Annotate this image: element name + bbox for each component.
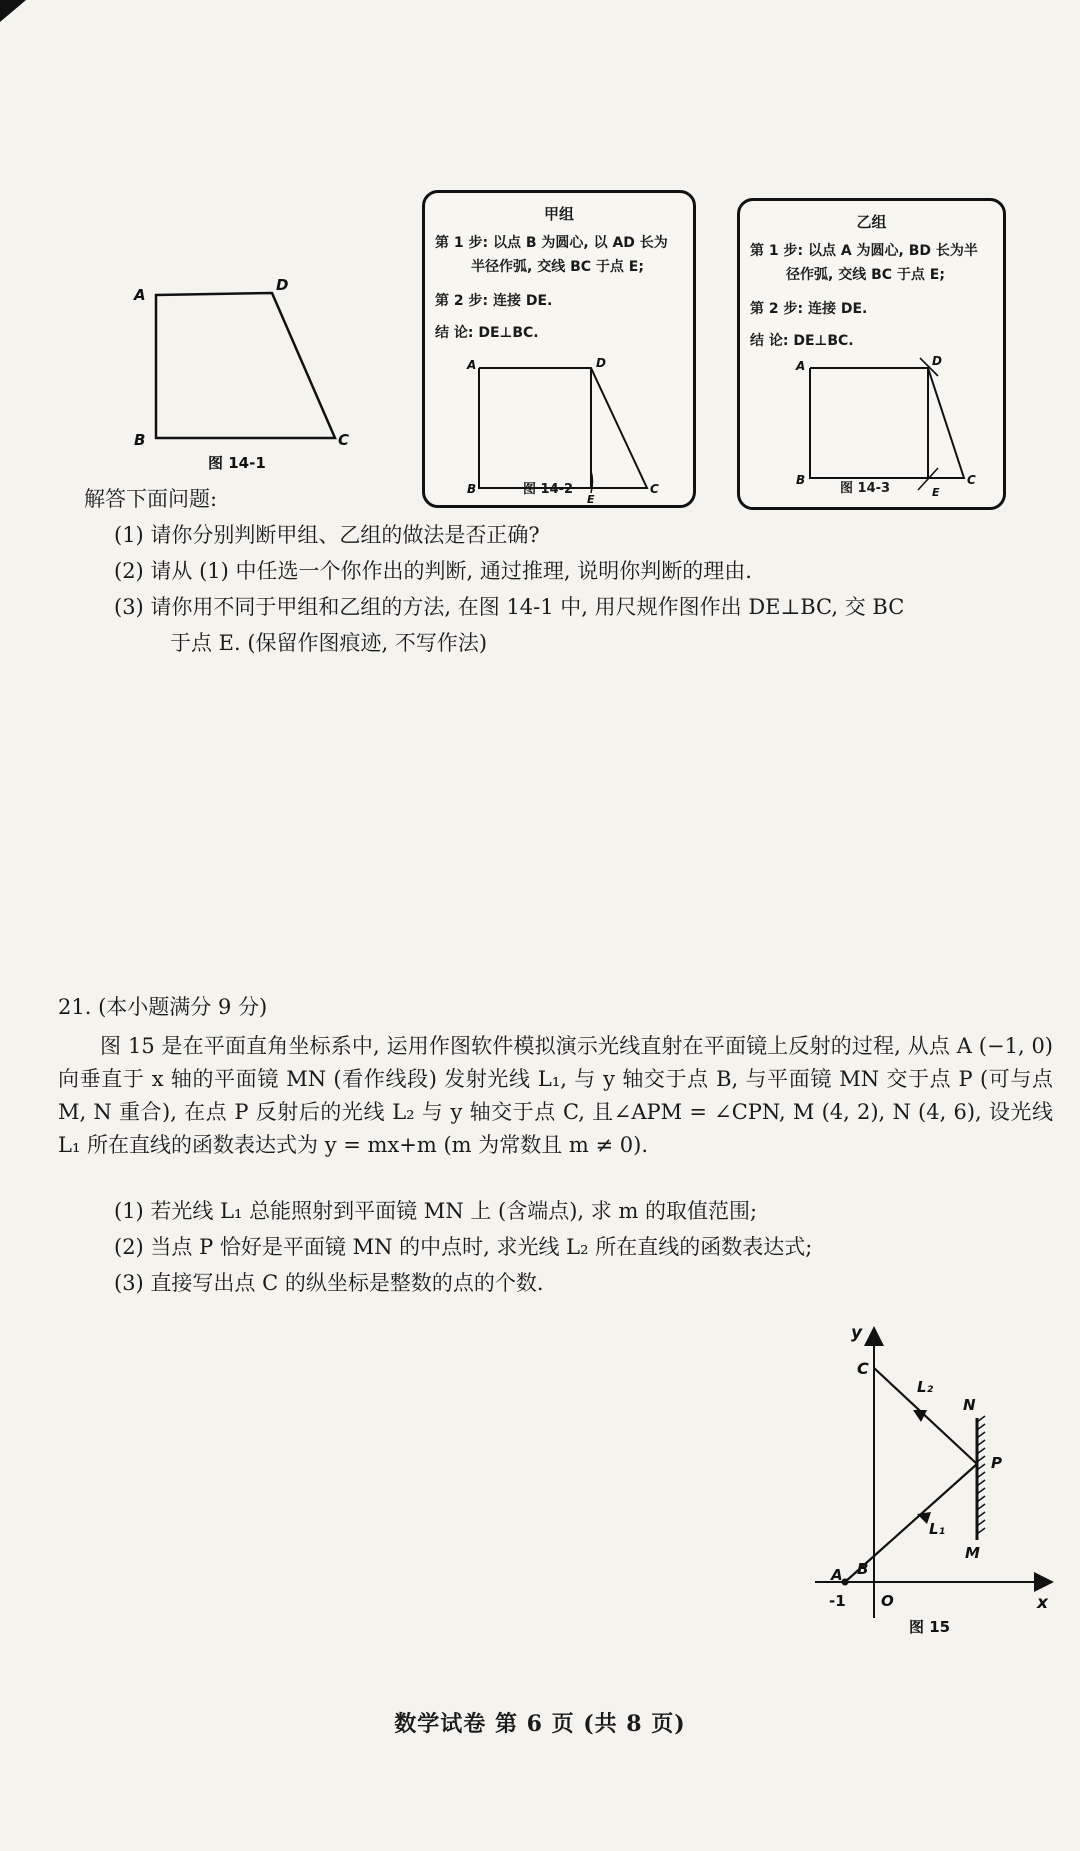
group-jia-card xyxy=(422,190,696,508)
q21-item-3: (3) 直接写出点 C 的纵坐标是整数的点的个数. xyxy=(114,1271,544,1295)
fig15-label-l1: L₁ xyxy=(929,1520,946,1538)
group-jia-conclusion-label: 结 论: xyxy=(435,325,474,341)
q21-item-1: (1) 若光线 L₁ 总能照射到平面镜 MN 上 (含端点), 求 m 的取值范围; xyxy=(114,1199,758,1223)
fig15-label-p: P xyxy=(991,1454,1002,1472)
group-jia-step1-cont: 半径作弧, 交线 BC 于点 E; xyxy=(471,259,644,275)
q21-stem: 图 15 是在平面直角坐标系中, 运用作图软件模拟演示光线直射在平面镜上反射的过程, 从点 A (−1, 0) 向垂直于 x 轴的平面镜 MN (看作线段) 发射光线 L₁, 与 y 轴交于点 B, 与平面镜 MN 交于点 P (可与点 M, N 重合), 在点 P 反射后的光线 L₂ 与 y 轴交于点 C, 且∠APM = ∠CPN, M (4, 2), N (4, 6), 设光线 L₁ 所在直线的函数表达式为 y = mx+m (m 为常数且 m ≠ 0). xyxy=(58,1034,1053,1157)
fig15-label-l2: L₂ xyxy=(917,1378,934,1396)
group-jia-step2-text: 连接 DE. xyxy=(492,293,553,309)
group-yi-step1-text: 以点 A 为圆心, BD 长为半 xyxy=(807,243,978,259)
fig14-2-caption: 图 14-2 xyxy=(523,482,574,497)
fig15-label-neg1: -1 xyxy=(829,1592,846,1610)
fig14-1-caption: 图 14-1 xyxy=(208,454,266,472)
fig14-1-label-d: D xyxy=(276,276,289,294)
fig14-2-label-e: E xyxy=(587,493,595,506)
fig14-1-label-b: B xyxy=(134,431,146,449)
group-yi-conclusion-label: 结 论: xyxy=(750,333,789,349)
figure-14-1 xyxy=(120,270,350,470)
fig14-1-label-a: A xyxy=(134,286,146,304)
q20-item-2: (2) 请从 (1) 中任选一个你作出的判断, 通过推理, 说明你判断的理由. xyxy=(114,559,752,583)
fig14-3-label-c: C xyxy=(967,473,976,487)
fig15-label-m: M xyxy=(965,1544,980,1562)
fig15-label-n: N xyxy=(963,1396,976,1414)
group-jia-title: 甲组 xyxy=(543,205,574,223)
q20-intro: 解答下面问题: xyxy=(84,487,218,511)
q20-item-3-line-1: (3) 请你用不同于甲组和乙组的方法, 在图 14-1 中, 用尺规作图作出 DE⊥BC, 交 BC xyxy=(114,595,905,619)
fig15-label-b: B xyxy=(857,1560,869,1578)
fig15-label-o: O xyxy=(881,1592,894,1610)
fig15-label-y: y xyxy=(851,1323,863,1343)
group-yi-step2-text: 连接 DE. xyxy=(807,301,868,317)
group-yi-step1-cont: 径作弧, 交线 BC 于点 E; xyxy=(786,267,945,283)
fig15-label-a: A xyxy=(831,1566,843,1584)
group-jia-step1-text: 以点 B 为圆心, 以 AD 长为 xyxy=(492,235,668,251)
figure-15 xyxy=(805,1318,1055,1638)
fig14-2-label-a: A xyxy=(467,358,477,372)
fig14-3-label-d: D xyxy=(932,354,942,368)
group-yi-card xyxy=(737,198,1006,510)
group-jia-step2-label: 第 2 步: xyxy=(435,293,489,309)
q20-item-3-line-2: 于点 E. (保留作图痕迹, 不写作法) xyxy=(170,631,488,655)
group-yi-step2-label: 第 2 步: xyxy=(750,301,804,317)
fig15-label-c: C xyxy=(857,1359,869,1378)
fig14-3-caption: 图 14-3 xyxy=(840,481,891,496)
group-yi-step1-label: 第 1 步: xyxy=(750,243,804,259)
q21-header: 21. (本小题满分 9 分) xyxy=(58,995,268,1019)
page-footer: 数学试卷 第 6 页 (共 8 页) xyxy=(394,1711,686,1737)
group-yi-conclusion-text: DE⊥BC. xyxy=(793,333,854,349)
fig14-2-label-b: B xyxy=(467,482,477,496)
fig14-2-label-d: D xyxy=(596,356,606,370)
group-jia-step1-label: 第 1 步: xyxy=(435,235,489,251)
fig15-label-x: x xyxy=(1037,1593,1048,1613)
fig14-3-label-e: E xyxy=(932,486,940,499)
fig14-1-label-c: C xyxy=(338,431,350,449)
group-yi-title: 乙组 xyxy=(856,213,887,231)
q20-item-1: (1) 请你分别判断甲组、乙组的做法是否正确? xyxy=(114,523,540,547)
fig14-3-label-b: B xyxy=(796,473,806,487)
q21-item-2: (2) 当点 P 恰好是平面镜 MN 的中点时, 求光线 L₂ 所在直线的函数表达式; xyxy=(114,1235,813,1259)
fig14-3-label-a: A xyxy=(796,359,806,373)
fig14-2-label-c: C xyxy=(650,482,659,496)
corner-scan-mark xyxy=(0,0,26,22)
group-jia-conclusion-text: DE⊥BC. xyxy=(478,325,539,341)
fig15-caption: 图 15 xyxy=(909,1618,951,1636)
